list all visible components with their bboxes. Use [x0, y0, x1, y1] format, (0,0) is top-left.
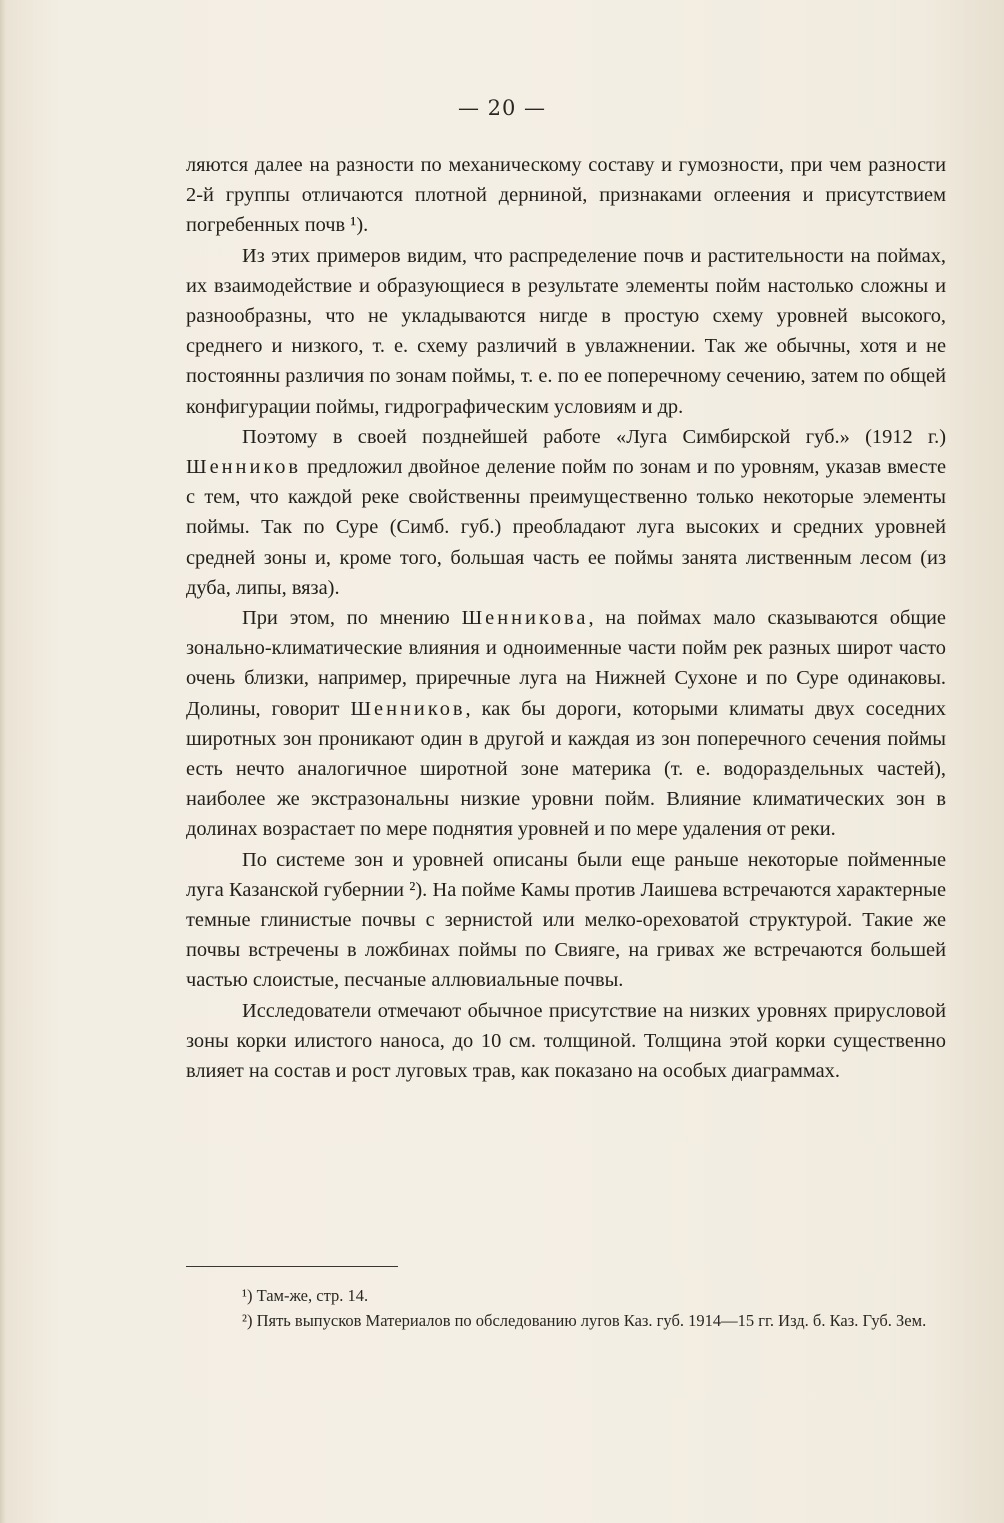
footnote-divider [186, 1266, 398, 1267]
paragraph-4 [186, 603, 946, 845]
body-text [186, 150, 946, 1086]
page-number: — 20 — [457, 96, 547, 120]
paragraph-1: ляются далее на разности по механическому составу и гумозности, при чем разности 2-й группы отличаются плотной дерниной, признаками оглеения и присутствием погребенных почв ¹). [186, 154, 946, 237]
author-name: Шенникова [461, 607, 589, 630]
page-gutter-shadow [0, 0, 6, 1523]
paragraph-2: Из этих примеров видим, что распределение почв и растительности на поймах, их взаимодействие и образующиеся в результате элементы пойм настолько сложны и разнообразны, что не укладываются нигде в простую схему уровней высокого, среднего и низкого, т. е. схему различий в увлажнении. Так же обычны, хотя и не постоянны различия по зонам поймы, т. е. по ее поперечному сечению, затем по общей конфигурации поймы, гидрографическим условиям и др. [186, 244, 946, 418]
paragraph-4-part-b: , на поймах мало сказываются общие зонально-климатические влияния и одноименные части пойм рек разных широт часто очень близки, например, приречные луга на Нижней Сухоне и по Суре одинаковы. Долины, говорит [186, 607, 946, 720]
paragraph-3-part-b: предложил двойное деление пойм по зонам и по уровням, указав вместе с тем, что каждой реке свойственны преимущественно только некоторые элементы поймы. Так по Суре (Симб. губ.) преобладают луга высоких и средних уровней средней зоны и, кроме того, большая часть ее поймы занята лиственным лесом (из дуба, липы, вяза). [186, 456, 946, 599]
footnote-1: ¹) Там-же, стр. 14. [242, 1286, 369, 1305]
paragraph-5: По системе зон и уровней описаны были еще раньше некоторые пойменные луга Казанской губернии ²). На пойме Камы против Лаишева встречаются характерные темные глинистые почвы с зернистой или мелко-ореховатой структурой. Такие же почвы встречены в ложбинах поймы по Свияге, на гривах же встречаются большей частью слоистые, песчаные аллювиальные почвы. [186, 848, 946, 992]
paragraph-3-part-a: Поэтому в своей позднейшей работе «Луга Симбирской губ.» (1912 г.) [242, 425, 946, 448]
paragraph-6: Исследователи отмечают обычное присутствие на низких уровнях прирусловой зоны корки илистого наноса, до 10 см. толщиной. Толщина этой корки существенно влияет на состав и рост луговых трав, как показано на особых диаграммах. [186, 999, 946, 1083]
footnote-2: ²) Пять выпусков Материалов по обследованию лугов Каз. губ. 1914—15 гг. Изд. б. Каз. Губ. Зем. [242, 1311, 927, 1330]
paragraph-3 [186, 422, 946, 603]
paragraph-4-part-c: , как бы дороги, которыми климаты двух соседних широтных зон проникают один в другой и каждая из зон поперечного сечения поймы есть нечто аналогичное широтной зоне материка (т. е. водораздельных частей), наиболее же экстразональны низкие уровни пойм. Влияние климатических зон в долинах возрастает по мере поднятия уровней и по мере удаления от реки. [186, 697, 946, 841]
paragraph-4-part-a: При этом, по мнению [242, 607, 462, 630]
footnotes [186, 1283, 946, 1333]
author-name: Шенников [350, 697, 466, 720]
author-name: Шенников [186, 456, 302, 479]
